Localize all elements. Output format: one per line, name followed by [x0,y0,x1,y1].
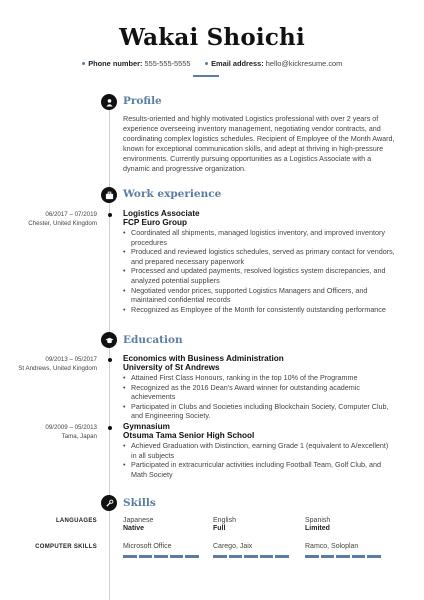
phone-value: 555-555-5555 [144,59,191,68]
rating-segment [352,555,366,558]
computer-skills-label: COMPUTER SKILLS [35,544,97,550]
bullet-dot-icon [205,62,209,66]
email-label: Email address: [211,59,264,68]
email-value: hello@kickresume.com [265,59,343,68]
list-item: • Coordinated all shipments, managed logistics inventory, and improved inventory procedures [123,228,395,247]
briefcase-icon [101,187,117,203]
graduation-cap-icon [101,332,117,348]
profile-summary: Results-oriented and highly motivated Logistics professional with over 2 years of experience overseeing inventory management, negotiating vendor contracts, and coordinating complex logistics schedules. Recipient of Employee of the Month Award, known for exceptional communication skills, and adept at thriving in high-pressure environments. Currently pursuing opportunities as a Logistics Associate with a dynamic and progressive organization. [123,114,395,173]
languages-label: LANGUAGES [55,518,97,524]
language-item: Japanese Native [123,517,154,532]
education-heading: Education [123,334,183,346]
timeline-dot [108,426,112,430]
computer-skill-item: Microsoft Office [123,543,172,550]
timeline-dot [108,358,112,362]
list-item: • Recognized as the 2016 Dean's Award winner for outstanding academic achievements [123,383,395,402]
list-item: • Participated in Clubs and Societies including Blockchain Society, Computer Club, and Engineering Society. [123,402,395,421]
person-icon [101,94,117,110]
timeline-dot [108,213,112,217]
education-entry-school: Otsuma Tama Senior High School [123,431,255,440]
rating-segment [367,555,381,558]
skill-rating-bar [305,555,381,558]
bullet-dot-icon [82,62,86,66]
education-entry-bullets [123,373,395,421]
timeline-line [109,101,110,600]
list-item: • Attained First Class Honours, ranking in the top 10% of the Programme [123,373,395,383]
education-entry-degree: Gymnasium [123,422,170,431]
education-entry-bullets [123,441,395,479]
tools-icon [101,495,117,511]
rating-segment [154,555,168,558]
work-heading: Work experience [123,188,222,200]
rating-segment [321,555,335,558]
work-entry-date: 06/2017 – 07/2019 Chester, United Kingdom [28,211,97,227]
rating-segment [336,555,350,558]
rating-segment [305,555,319,558]
language-item: English Full [213,517,236,532]
computer-skill-item: Ramco, Soloplan [305,543,359,550]
list-item: • Achieved Graduation with Distinction, earning Grade 1 (equivalent to A/excellent) in all subjects [123,441,395,460]
contact-line [0,59,424,68]
computer-skill-item: Carego, Jaix [213,543,253,550]
candidate-name: Wakai Shoichi [119,24,305,51]
skills-heading: Skills [123,497,156,509]
list-item: • Produced and reviewed logistics schedules, served as primary contact for vendors, and prepared necessary paperwork [123,247,395,266]
header-divider [193,75,219,77]
rating-segment [244,555,258,558]
skill-rating-bar [213,555,289,558]
work-entry-role: Logistics Associate [123,209,200,218]
list-item: • Processed and updated payments, resolved logistics system discrepancies, and analyzed potential suppliers [123,266,395,285]
profile-heading: Profile [123,95,162,107]
rating-segment [275,555,289,558]
rating-segment [260,555,274,558]
education-entry-date: 09/2013 – 05/2017 St Andrews, United Kingdom [18,356,97,372]
rating-segment [170,555,184,558]
list-item: • Negotiated vendor prices, supported Logistics Managers and Officers, and maintained confidential records [123,286,395,305]
phone-label: Phone number: [88,59,143,68]
work-entry-org: FCP Euro Group [123,218,187,227]
skill-rating-bar [123,555,199,558]
education-entry-degree: Economics with Business Administration [123,354,284,363]
rating-segment [139,555,153,558]
education-entry-date: 09/2009 – 05/2013 Tama, Japan [45,424,97,440]
list-item: • Recognized as Employee of the Month for consistently outstanding performance [123,305,395,315]
work-entry-bullets [123,228,395,314]
list-item: • Participated in extracurricular activities including Football Team, Golf Club, and Math Society [123,460,395,479]
rating-segment [185,555,199,558]
rating-segment [213,555,227,558]
rating-segment [123,555,137,558]
language-item: Spanish Limited [305,517,331,532]
education-entry-school: University of St Andrews [123,363,220,372]
rating-segment [229,555,243,558]
